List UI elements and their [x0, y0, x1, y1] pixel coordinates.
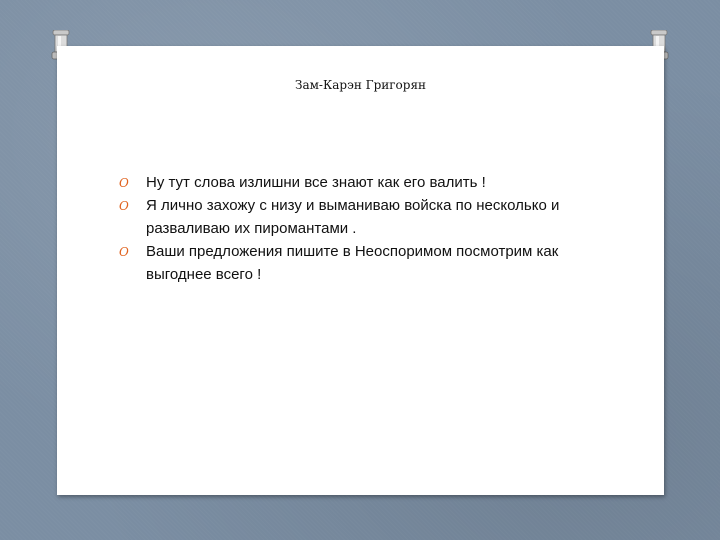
bullet-text: Ваши предложения пишите в Неоспоримом посмотрим как выгоднее всего !	[146, 243, 559, 283]
list-item	[119, 240, 609, 286]
slide-title: Зам-Карэн Григорян	[294, 78, 427, 92]
list-item	[119, 194, 609, 240]
bullet-icon: O	[119, 199, 129, 213]
bullet-icon: O	[119, 176, 129, 190]
bullet-text: Я лично захожу с низу и выманиваю войска по несколько и разваливаю их пиромантами .	[146, 197, 560, 237]
bullet-list	[119, 171, 609, 286]
list-item	[119, 171, 609, 194]
bullet-icon: O	[119, 245, 129, 259]
bullet-text: Ну тут слова излишни все знают как его валить !	[146, 174, 486, 191]
slide-board	[57, 46, 664, 495]
